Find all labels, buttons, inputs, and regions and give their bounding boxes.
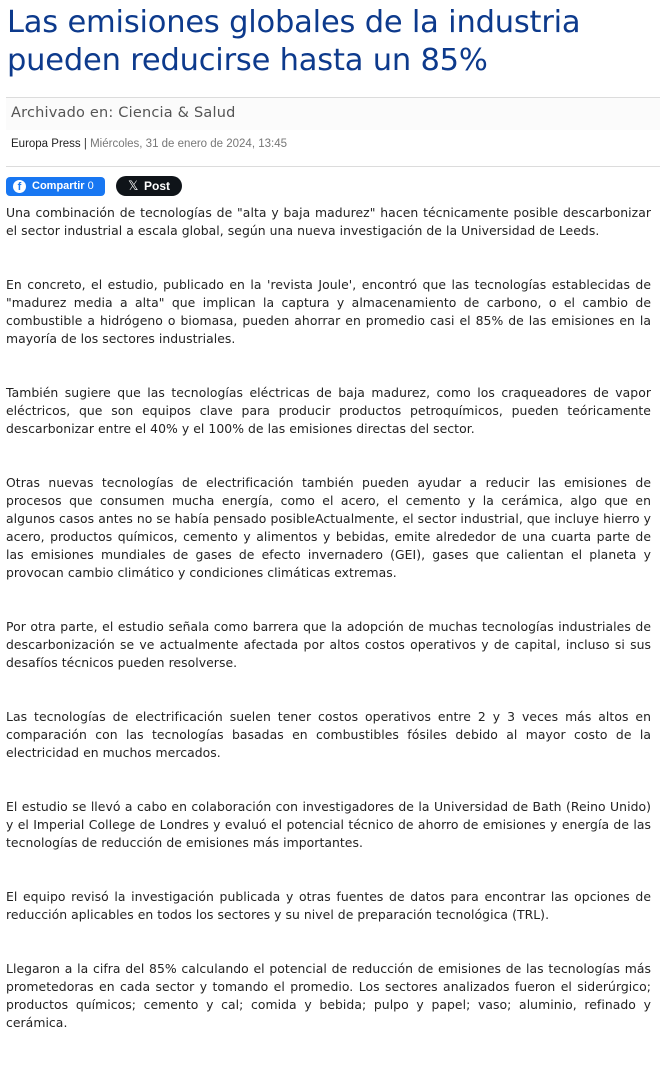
facebook-share-label: Compartir [32,180,85,192]
article-paragraph: Por otra parte, el estudio señala como barrera que la adopción de muchas tecnologías industriales de descarbonización se ve actualmente afectada por altos costos operativos y de capital, incluso si sus desafíos técnicos pueden resolverse. [6,619,651,670]
x-icon: 𝕏 [128,178,139,193]
x-post-button[interactable] [116,176,182,196]
article-title: Las emisiones globales de la industria pueden reducirse hasta un 85% [7,5,581,78]
byline [11,138,287,150]
archive-label[interactable]: Archivado en: Ciencia & Salud [11,105,236,121]
x-post-label: Post [144,179,171,193]
article-paragraph: Otras nuevas tecnologías de electrificación también pueden ayudar a reducir las emisiones de procesos que consumen mucha energía, como el acero, el cemento y la cerámica, algo que en algunos casos antes no se había pensado posibleActualmente, el sector industrial, que incluye hierro y acero, productos químicos, cemento y alimentos y bebidas, emite alrededor de una cuarta parte de las emisiones mundiales de gases de efecto invernadero (GEI), gases que calientan el planeta y provocan cambio climático y condiciones climáticas extremas. [6,475,651,580]
source-name: Europa Press [11,138,81,150]
facebook-share-button[interactable] [6,177,105,196]
article-paragraph: En concreto, el estudio, publicado en la 'revista Joule', encontró que las tecnologías establecidas de "madurez media a alta" que implican la captura y almacenamiento de carbono, o el cambio de combustible a hidrógeno o biomasa, pueden ahorrar en promedio casi el 85% de las emisiones en la mayoría de los sectores industriales. [6,277,651,346]
byline-separator: | [80,138,91,150]
article-paragraph: Una combinación de tecnologías de "alta y baja madurez" hacen técnicamente posible descarbonizar el sector industrial a escala global, según una nueva investigación de la Universidad de Leeds. [6,205,651,238]
article-body [6,204,651,1068]
article-paragraph: Llegaron a la cifra del 85% calculando el potencial de reducción de emisiones de las tecnologías más prometedoras en cada sector y tomando el promedio. Los sectores analizados fueron el siderúrgico; productos químicos; cemento y cal; comida y bebida; pulpo y papel; vaso; aluminio, refinado y cerámica. [6,961,651,1030]
archive-bar [6,97,660,131]
publish-date: Miércoles, 31 de enero de 2024, 13:45 [90,138,287,150]
facebook-share-count: 0 [87,180,94,192]
article-paragraph: El estudio se llevó a cabo en colaboración con investigadores de la Universidad de Bath (Reino Unido) y el Imperial College de Londres y evaluó el potencial técnico de ahorro de emisiones y energía de las tecnologías de reducción de emisiones más importantes. [6,799,651,850]
article-paragraph: Las tecnologías de electrificación suelen tener costos operativos entre 2 y 3 veces más altos en comparación con las tecnologías basadas en combustibles fósiles debido al mayor costo de la electricidad en muchos mercados. [6,709,651,760]
article-paragraph: También sugiere que las tecnologías eléctricas de baja madurez, como los craqueadores de vapor eléctricos, que son equipos clave para producir productos petroquímicos, pueden teóricamente descarbonizar entre el 40% y el 100% de las emisiones directas del sector. [6,385,651,436]
facebook-icon: f [13,180,26,193]
byline-bar [6,130,660,167]
article-paragraph: El equipo revisó la investigación publicada y otras fuentes de datos para encontrar las opciones de reducción aplicables en todos los sectores y su nivel de preparación tecnológica (TRL). [6,889,651,922]
